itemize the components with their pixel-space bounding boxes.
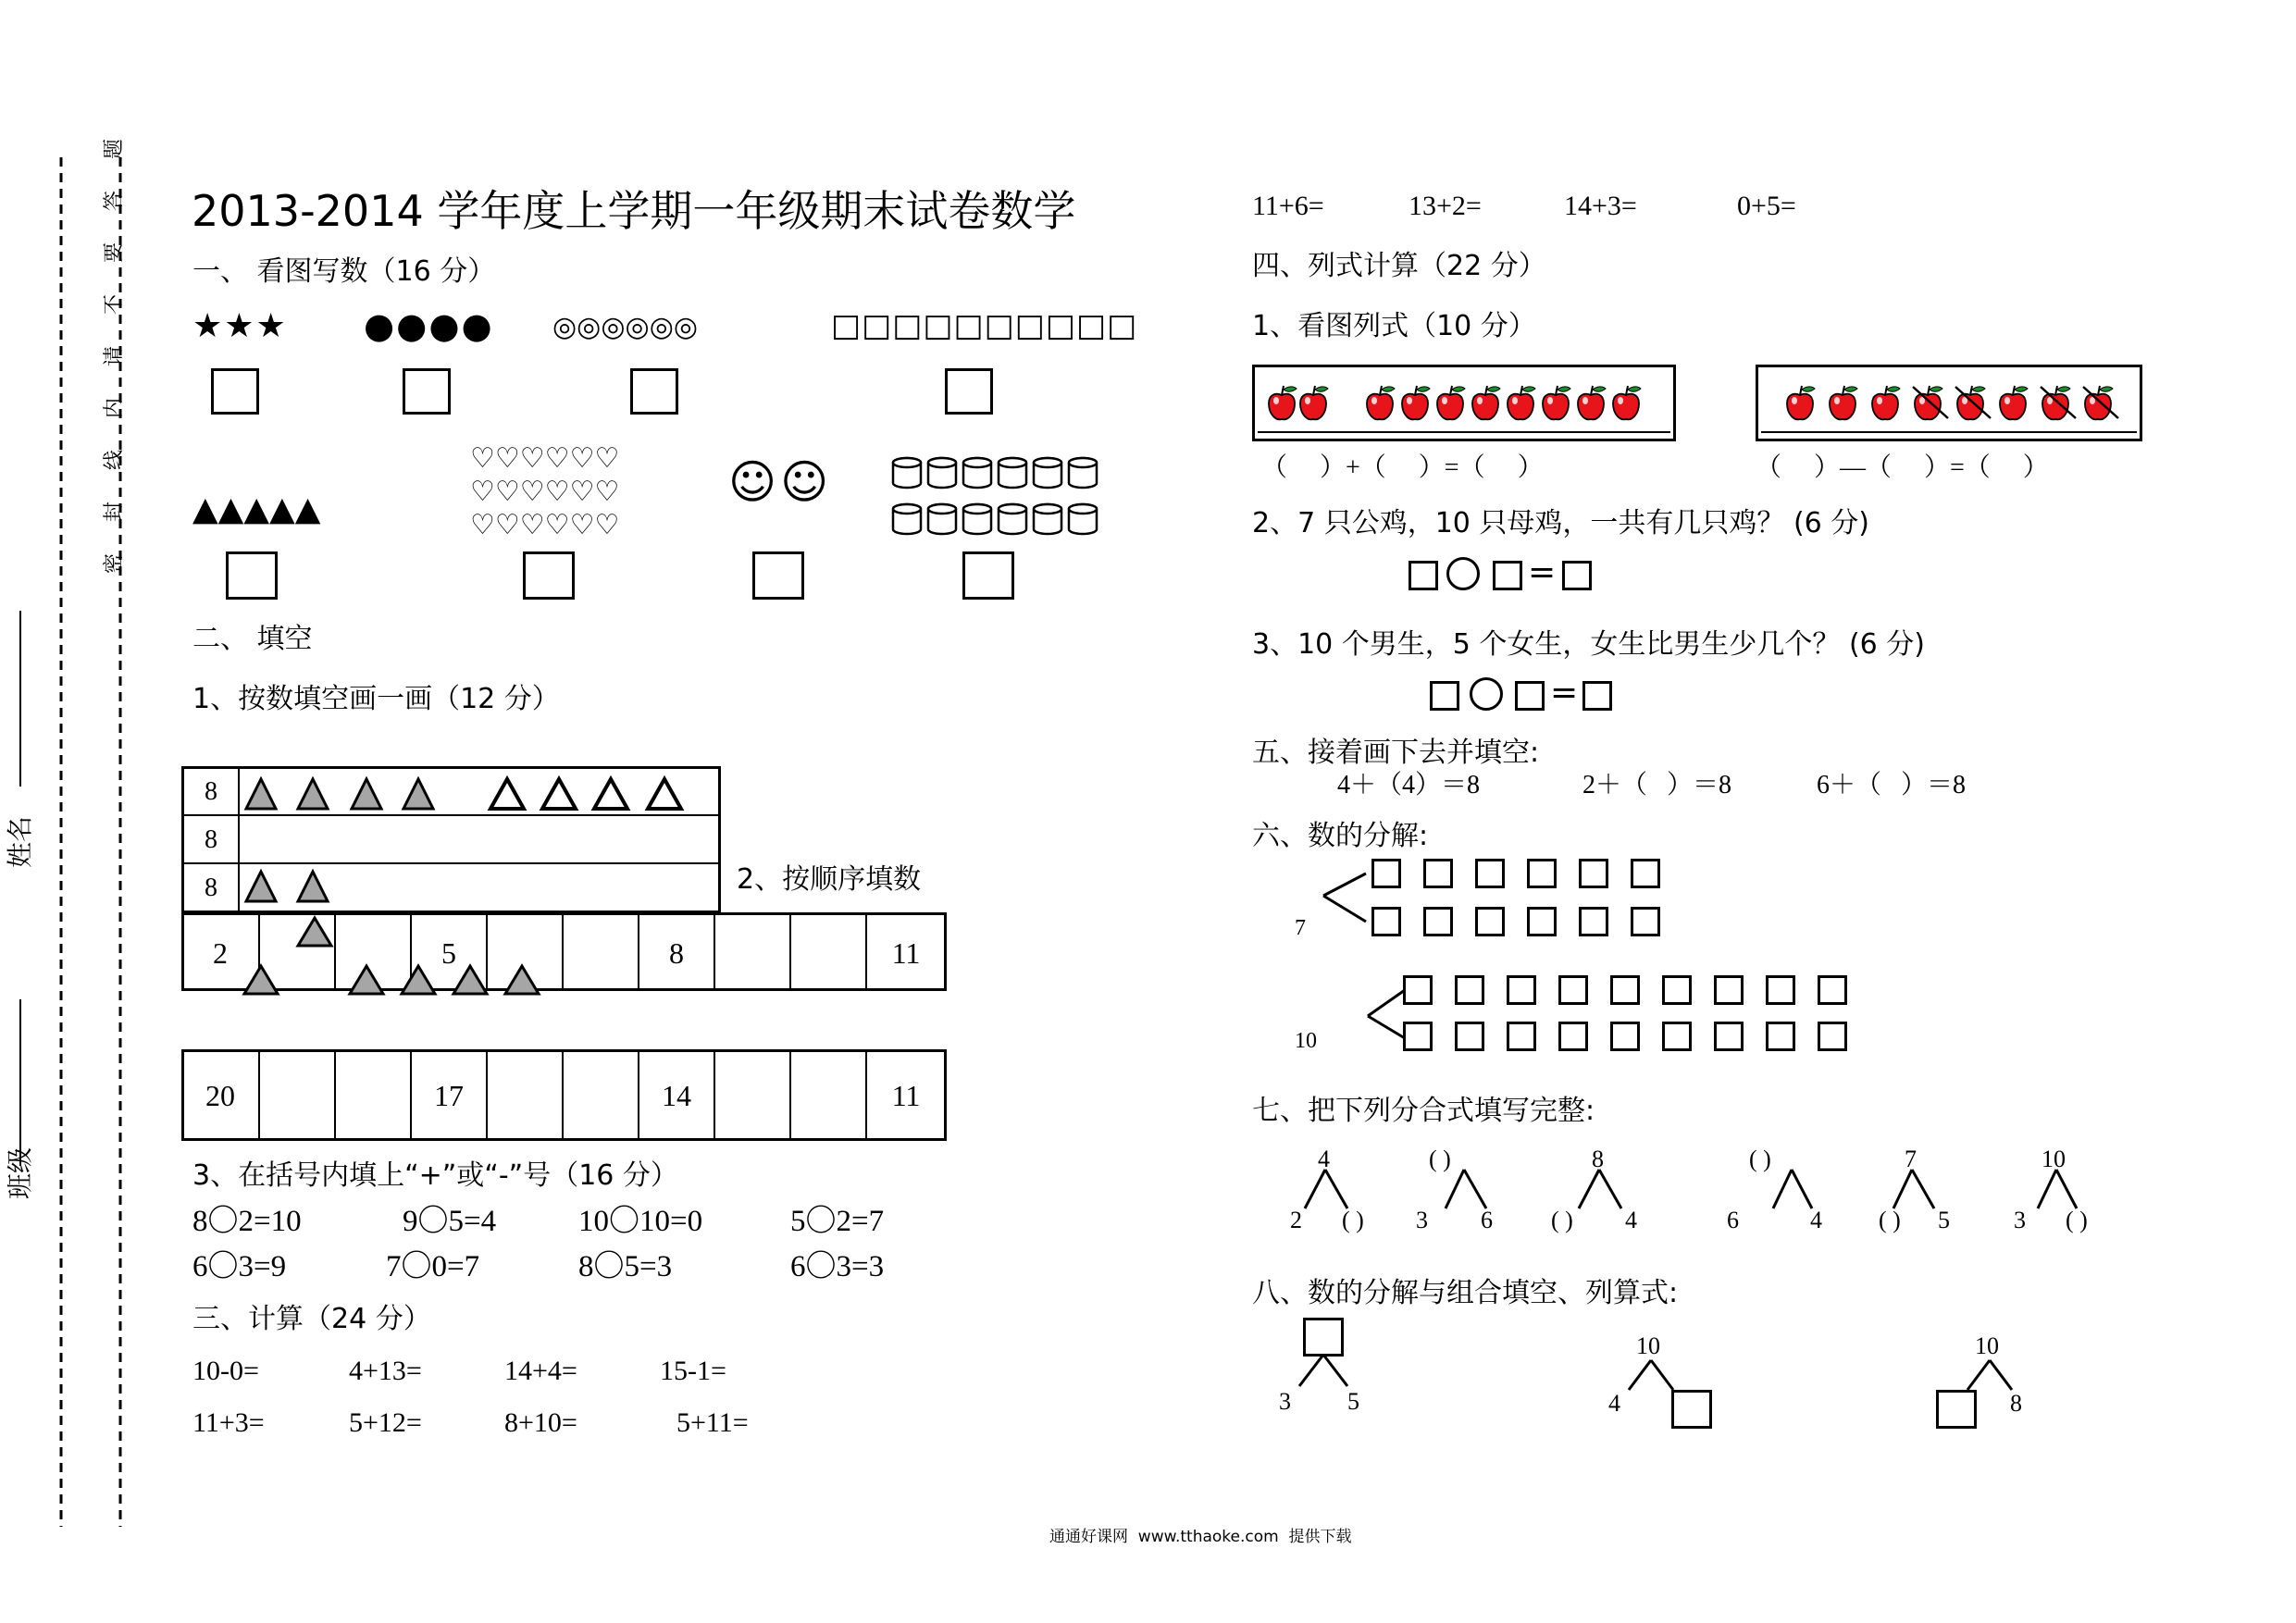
calc-item: 5+11=: [676, 1407, 749, 1438]
page-title: 2013-2014 学年度上学期一年级期末试卷数学: [192, 186, 1076, 236]
operator-circle[interactable]: [1446, 557, 1480, 590]
section-8-heading: 八、数的分解与组合填空、列算式:: [1252, 1277, 1679, 1309]
decompose-7-branch: [1314, 870, 1370, 944]
tree-right: 6: [1481, 1207, 1493, 1233]
question-2-1: 1、按数填空画一画（12 分）: [192, 683, 560, 715]
sequence-table-2: [181, 1049, 949, 1142]
op-item: 8〇2=10: [192, 1205, 302, 1238]
answer-box-triangles[interactable]: [226, 551, 278, 600]
footer-credit: 通通好课网 www.tthaoke.com 提供下载: [1049, 1528, 1352, 1546]
answer-box-faces[interactable]: [752, 551, 804, 600]
equation-box[interactable]: [1562, 561, 1592, 590]
answer-box[interactable]: [1527, 859, 1557, 888]
tree-left: 3: [1416, 1207, 1428, 1233]
calc-item: 14+4=: [504, 1356, 577, 1386]
seq2-cell: 11: [891, 1079, 921, 1112]
decompose-10-boxes: [1403, 975, 1866, 1059]
tree-right: 8: [2010, 1390, 2022, 1417]
rings-group: ◎◎◎◎◎◎: [552, 311, 699, 343]
seq1-cell: 8: [669, 936, 684, 970]
answer-box[interactable]: [1714, 1022, 1744, 1051]
operator-circle[interactable]: [1470, 677, 1503, 711]
answer-box-dots[interactable]: [403, 368, 451, 415]
equation-box[interactable]: [1430, 681, 1459, 711]
question-4-3: 3、10 个男生，5 个女生，女生比男生少几个？ (6 分): [1252, 628, 1925, 661]
answer-box[interactable]: [1558, 975, 1588, 1005]
hearts-row: ♡♡♡♡♡♡: [470, 442, 620, 475]
op-item: 6〇3=9: [192, 1250, 287, 1283]
tree-left-box[interactable]: [1936, 1390, 1977, 1429]
answer-box[interactable]: [1818, 975, 1847, 1005]
seq1-cell: 5: [441, 936, 456, 970]
answer-box[interactable]: [1455, 1022, 1484, 1051]
answer-box[interactable]: [1579, 859, 1608, 888]
triangles-group: ▲▲▲▲▲: [192, 490, 321, 528]
answer-box-rings[interactable]: [630, 368, 678, 415]
answer-box[interactable]: [1475, 907, 1505, 936]
tree-top: 8: [1592, 1146, 1604, 1172]
hearts-row: ♡♡♡♡♡♡: [470, 509, 620, 541]
question-4-2: 2、7 只公鸡，10 只母鸡，一共有几只鸡？ (6 分): [1252, 507, 1869, 539]
tree-left: 3: [1279, 1388, 1291, 1415]
cylinders-group: [891, 457, 1104, 540]
answer-box[interactable]: [1371, 859, 1401, 888]
class-label: 班级: [5, 1146, 36, 1200]
decompose-number: 7: [1295, 916, 1306, 940]
answer-box[interactable]: [1475, 859, 1505, 888]
answer-box[interactable]: [1610, 975, 1640, 1005]
tree-left: 2: [1290, 1207, 1302, 1233]
answer-box[interactable]: [1403, 1022, 1433, 1051]
tree-top: 4: [1318, 1146, 1330, 1172]
answer-box[interactable]: [1766, 975, 1795, 1005]
apple-box-add: [1252, 365, 1678, 444]
tree-right: 5: [1347, 1388, 1359, 1415]
fill-item: 2＋（ ）＝8: [1582, 771, 1732, 799]
seq2-cell: 20: [205, 1079, 235, 1112]
dots-group: ●●●●: [364, 305, 494, 346]
seq2-cell: 17: [434, 1079, 464, 1112]
fill-item: 6＋（ ）＝8: [1817, 771, 1967, 799]
tree-top[interactable]: ( ): [1749, 1146, 1771, 1172]
question-2-3: 3、在括号内填上“+”或“-”号（16 分）: [192, 1159, 678, 1192]
tree-top: 10: [2042, 1146, 2066, 1172]
tree-top[interactable]: ( ): [1429, 1146, 1451, 1172]
calc-item: 14+3=: [1564, 191, 1637, 221]
answer-box[interactable]: [1507, 1022, 1536, 1051]
apple-box-sub: [1756, 365, 2144, 444]
tree-left[interactable]: ( ): [1551, 1207, 1573, 1233]
answer-box-cylinders[interactable]: [962, 551, 1014, 600]
answer-box[interactable]: [1631, 859, 1660, 888]
answer-box[interactable]: [1558, 1022, 1588, 1051]
draw-row-label: 8: [205, 873, 217, 902]
section-3-heading: 三、计算（24 分）: [192, 1303, 431, 1335]
answer-box-squares[interactable]: [945, 368, 993, 415]
op-item: 9〇5=4: [403, 1205, 497, 1238]
calc-item: 8+10=: [504, 1407, 577, 1438]
section-2-heading: 二、 填空: [192, 623, 313, 655]
calc-item: 0+5=: [1737, 191, 1796, 221]
section-7-heading: 七、把下列分合式填写完整:: [1252, 1095, 1595, 1127]
tree-top-box[interactable]: [1303, 1318, 1344, 1357]
calc-item: 11+3=: [192, 1407, 265, 1438]
blank-add-line[interactable]: （ ）+（ ）=（ ）: [1261, 453, 1544, 482]
calc-item: 15-1=: [660, 1356, 726, 1386]
section-4-heading: 四、列式计算（22 分）: [1252, 250, 1546, 282]
answer-box[interactable]: [1579, 907, 1608, 936]
hearts-group: [470, 442, 619, 542]
tree-top: 10: [1975, 1332, 1999, 1359]
calc-item: 4+13=: [349, 1356, 422, 1386]
answer-box[interactable]: [1631, 907, 1660, 936]
tree-left: 4: [1608, 1390, 1620, 1417]
stars-group: ★★★: [192, 307, 288, 345]
sequence-table-1: [181, 912, 949, 992]
answer-box[interactable]: [1455, 975, 1484, 1005]
draw-row-label: 8: [205, 825, 217, 854]
answer-box[interactable]: [1403, 975, 1433, 1005]
answer-box[interactable]: [1714, 975, 1744, 1005]
equation-box[interactable]: [1582, 681, 1612, 711]
equation-box[interactable]: [1493, 561, 1522, 590]
answer-box-stars[interactable]: [211, 368, 259, 415]
tree-right: 5: [1938, 1207, 1950, 1233]
op-item: 10〇10=0: [578, 1205, 703, 1238]
answer-box[interactable]: [1423, 907, 1453, 936]
section-5-heading: 五、接着画下去并填空:: [1252, 737, 1540, 769]
answer-box[interactable]: [1610, 1022, 1640, 1051]
calc-item: 5+12=: [349, 1407, 422, 1438]
tree-left[interactable]: ( ): [1879, 1207, 1901, 1233]
answer-box[interactable]: [1662, 975, 1692, 1005]
answer-box[interactable]: [1371, 907, 1401, 936]
calc-item: 13+2=: [1409, 191, 1482, 221]
answer-box[interactable]: [1766, 1022, 1795, 1051]
answer-box[interactable]: [1818, 1022, 1847, 1051]
decompose-number: 10: [1295, 1029, 1317, 1053]
hearts-row: ♡♡♡♡♡♡: [470, 476, 620, 508]
tree-right-box[interactable]: [1671, 1390, 1712, 1429]
fill-item: 4＋（4）＝8: [1337, 771, 1481, 799]
op-item: 6〇3=3: [790, 1250, 885, 1283]
answer-box[interactable]: [1527, 907, 1557, 936]
equals-sign: =: [1550, 674, 1579, 712]
tree-right: 4: [1810, 1207, 1822, 1233]
tree-top: 7: [1905, 1146, 1917, 1172]
section-1-heading: 一、 看图写数（16 分）: [192, 255, 496, 288]
equals-sign: =: [1528, 553, 1557, 591]
tree-right[interactable]: ( ): [1342, 1207, 1364, 1233]
seq1-cell: 11: [891, 936, 921, 970]
draw-row-label: 8: [205, 777, 217, 806]
question-2-2: 2、按顺序填数: [737, 863, 922, 896]
tree-right: 4: [1625, 1207, 1637, 1233]
equation-box[interactable]: [1515, 681, 1545, 711]
equation-box[interactable]: [1409, 561, 1438, 590]
answer-box-hearts[interactable]: [523, 551, 575, 600]
op-item: 5〇2=7: [790, 1205, 885, 1238]
answer-box[interactable]: [1507, 975, 1536, 1005]
calc-item: 10-0=: [192, 1356, 259, 1386]
seq2-cell: 14: [662, 1079, 691, 1112]
tree-left: 6: [1727, 1207, 1739, 1233]
draw-table: [181, 766, 722, 914]
tree-right[interactable]: ( ): [2066, 1207, 2088, 1233]
question-4-1: 1、看图列式（10 分）: [1252, 310, 1536, 342]
op-item: 7〇0=7: [386, 1250, 480, 1283]
tree-left: 3: [2014, 1207, 2026, 1233]
decompose-7-boxes: [1371, 859, 1677, 942]
tree-top: 10: [1636, 1332, 1660, 1359]
blank-sub-line[interactable]: （ ）—（ ）=（ ）: [1756, 453, 2049, 482]
calc-item: 11+6=: [1252, 191, 1324, 221]
section-6-heading: 六、数的分解:: [1252, 820, 1429, 852]
op-item: 8〇5=3: [578, 1250, 673, 1283]
seal-line-text: 密 封 线 内 请 不 要 答 题: [103, 138, 126, 574]
answer-box[interactable]: [1423, 859, 1453, 888]
seq1-cell: 2: [213, 936, 228, 970]
squares-group: □□□□□□□□□□: [831, 307, 1138, 344]
answer-box[interactable]: [1662, 1022, 1692, 1051]
smiley-faces: ☺☺: [728, 455, 833, 509]
name-label: 姓名: [5, 815, 36, 869]
